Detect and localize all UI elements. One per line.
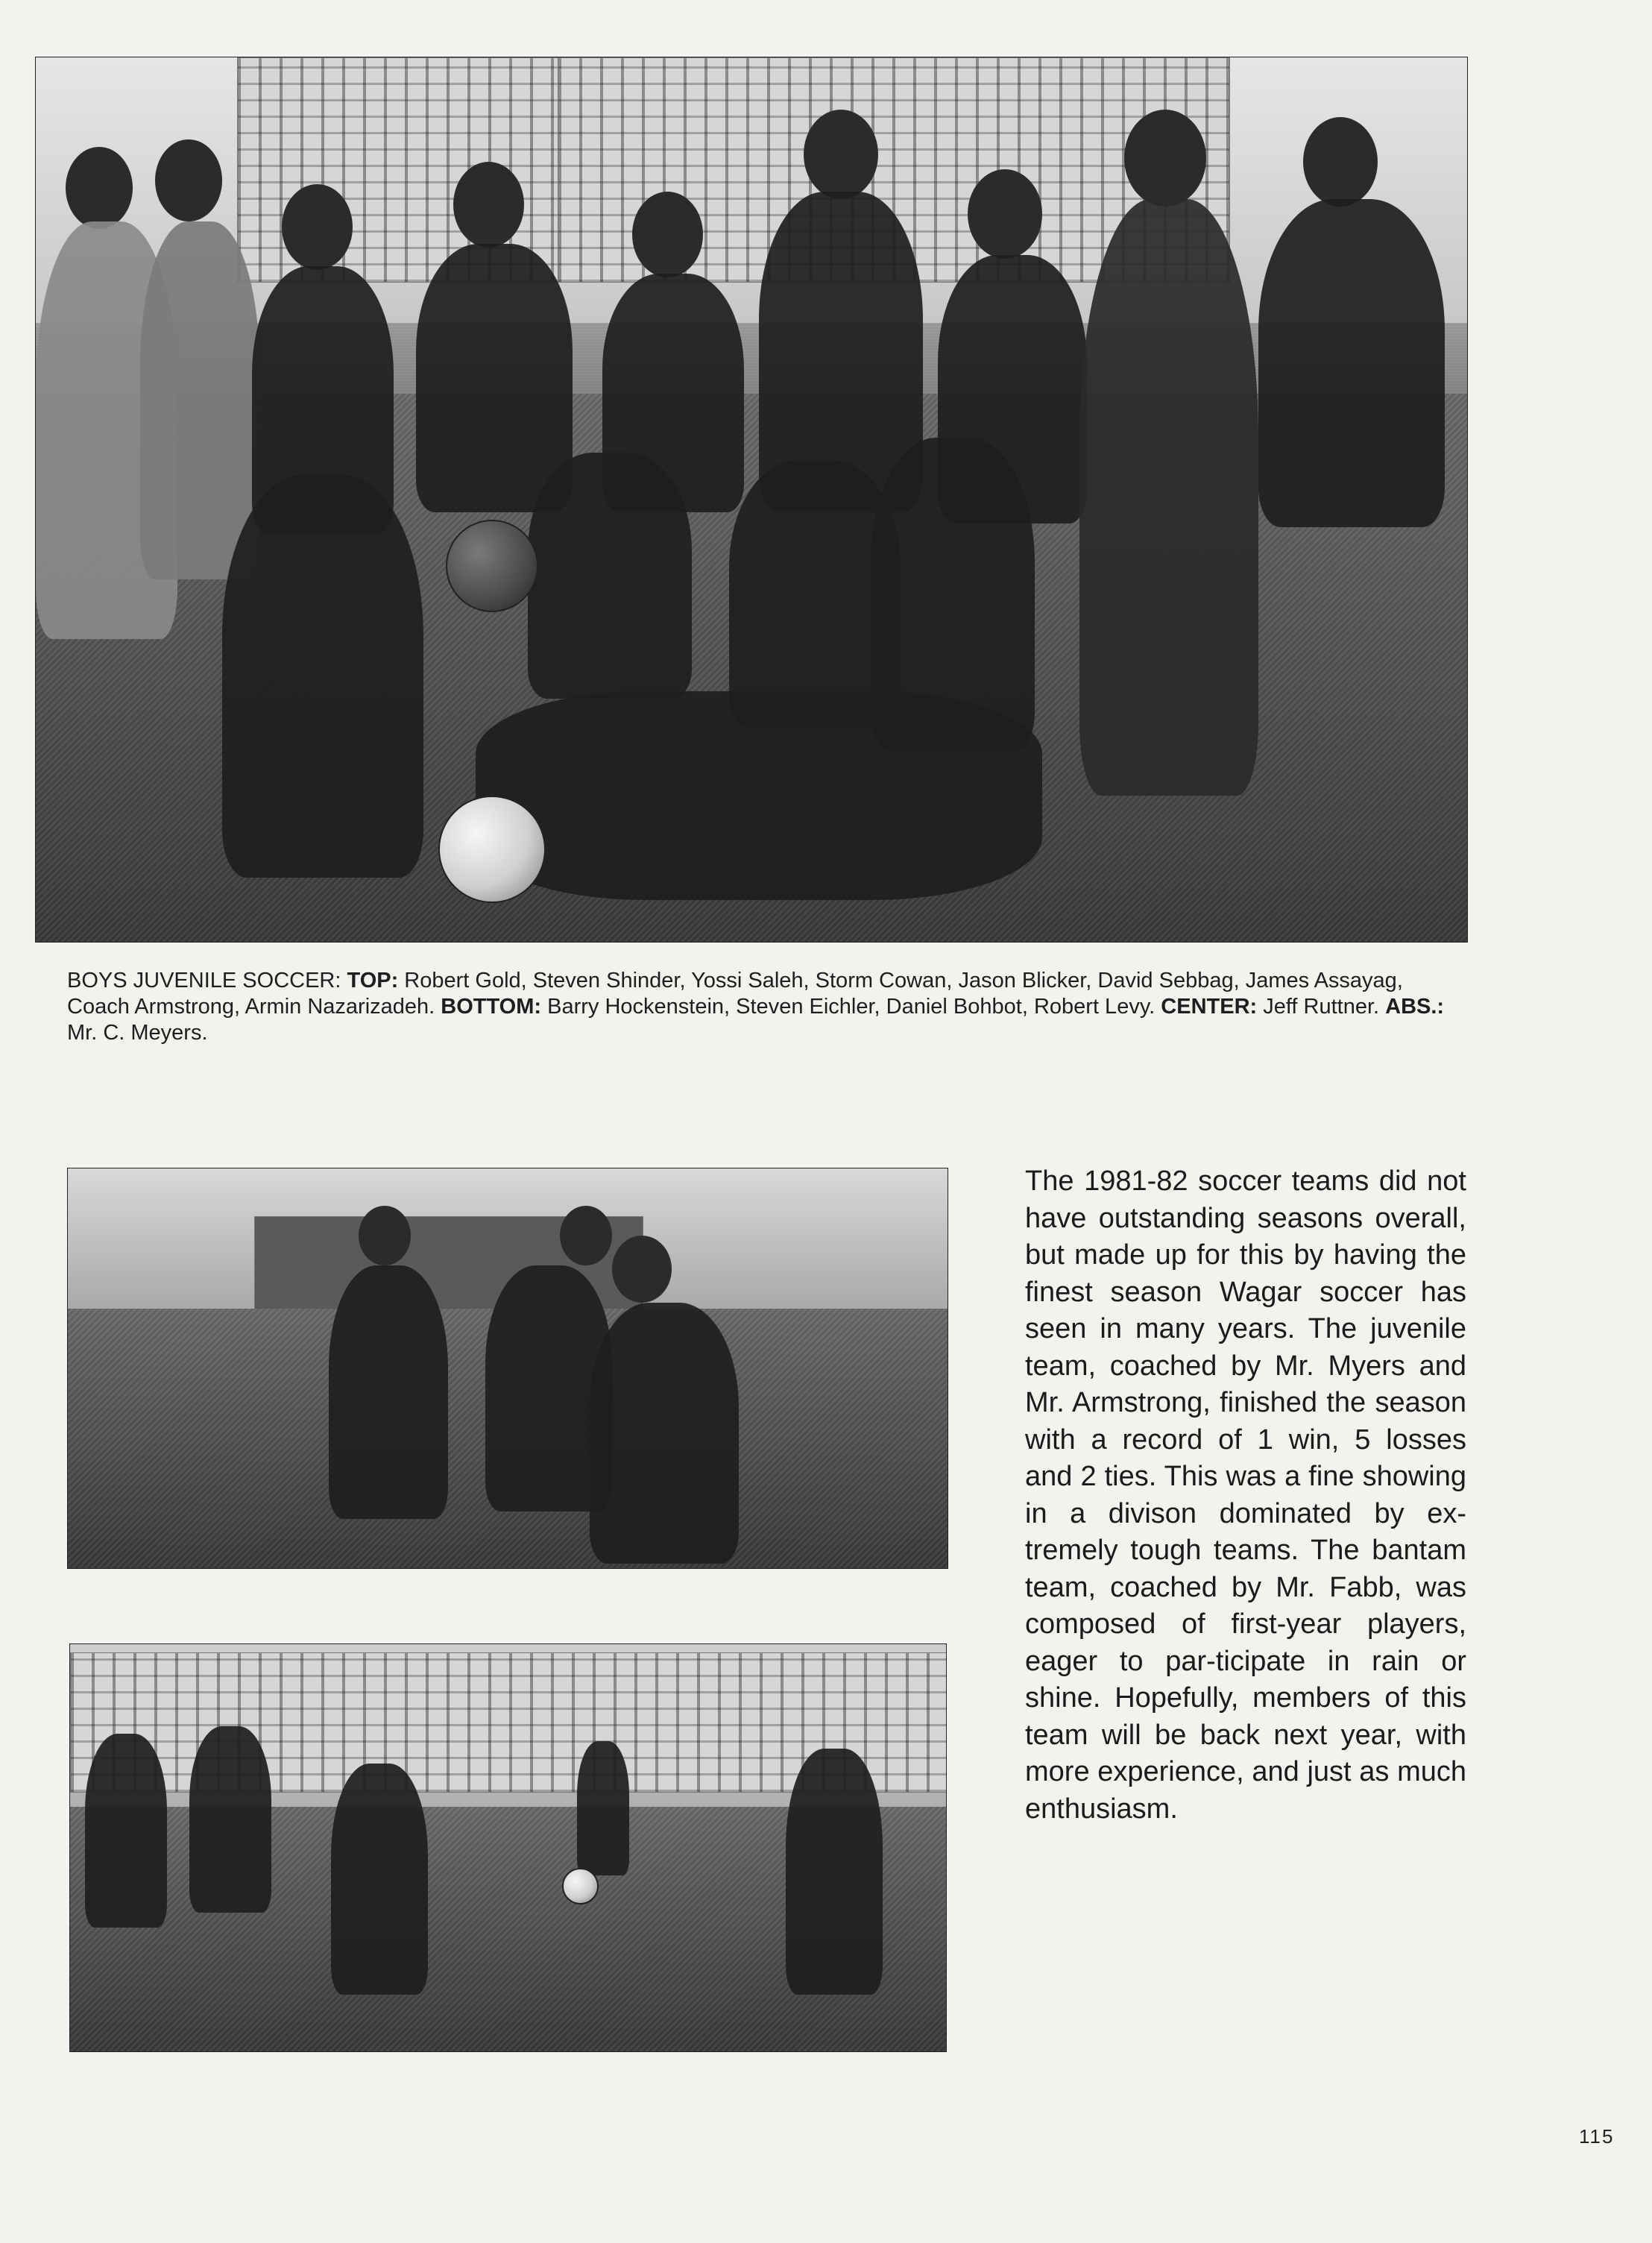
caption-bottom-label: BOTTOM:: [441, 995, 542, 1019]
player-head: [282, 184, 353, 270]
caption-bottom-names: Barry Hockenstein, Steven Eichler, Daniel Bohbot, Robert Levy.: [541, 995, 1161, 1019]
player-head: [453, 162, 524, 248]
player-body: [786, 1749, 883, 1995]
player-body: [416, 244, 573, 512]
action-photo-2: [69, 1643, 947, 2052]
player-head: [612, 1236, 672, 1303]
page-number: 115: [1579, 2125, 1615, 2148]
caption-top-names: Robert Gold, Steven Shinder, Yossi Saleh, Storm Cowan, Jason Blicker, David Sebbag, James Assayag, Coach Armstrong, Armin Nazarizadeh.: [67, 969, 1403, 1019]
player-body: [331, 1764, 428, 1995]
soccer-ball-icon: [438, 796, 546, 903]
player-head: [968, 169, 1042, 259]
player-head: [359, 1206, 411, 1265]
caption-abs-names: Mr. C. Meyers.: [67, 1021, 208, 1045]
player-body: [329, 1265, 448, 1519]
caption-center-label: CENTER:: [1161, 995, 1258, 1019]
coach-body: [1079, 199, 1258, 796]
player-body: [577, 1741, 629, 1875]
player-body: [590, 1303, 739, 1564]
player-body: [85, 1734, 167, 1928]
player-head: [632, 192, 703, 277]
player-head: [66, 147, 133, 229]
action-photo-1: [67, 1168, 948, 1569]
player-body: [189, 1726, 271, 1913]
player-body: [528, 453, 692, 699]
team-photo: [35, 57, 1468, 943]
article-text: The 1981-82 soccer teams did not have outstanding seasons overall, but made up for this by having the finest season Wagar soccer has seen in many years. The juvenile team, coached by Mr. Myers and Mr. Armstrong, finished the season with a record of 1 win, 5 losses and 2 ties. This was a fine showing in a divison dominated by ex-tremely tough teams. The bantam team, coached by Mr. Fabb, was composed of first-year players, eager to par-ticipate in rain or shine. Hopefully, members of this team will be back next year, with more experience, and just as much enthusiasm.: [1025, 1165, 1466, 1825]
caption-lead: BOYS JUVENILE SOCCER:: [67, 969, 347, 992]
player-body-reclining: [476, 691, 1042, 900]
player-head: [155, 139, 222, 221]
soccer-ball-icon: [562, 1868, 599, 1904]
coach-head: [1124, 110, 1206, 207]
player-body: [1258, 199, 1445, 527]
caption-abs-label: ABS.:: [1385, 995, 1445, 1019]
soccer-ball-icon: [446, 520, 538, 612]
player-head: [560, 1206, 612, 1265]
player-body: [140, 221, 259, 579]
player-head: [804, 110, 878, 199]
team-photo-caption: [67, 968, 1465, 1046]
player-head: [1303, 117, 1378, 207]
caption-top-label: TOP:: [347, 969, 399, 992]
player-body: [222, 475, 423, 878]
caption-center-names: Jeff Ruttner.: [1257, 995, 1386, 1019]
